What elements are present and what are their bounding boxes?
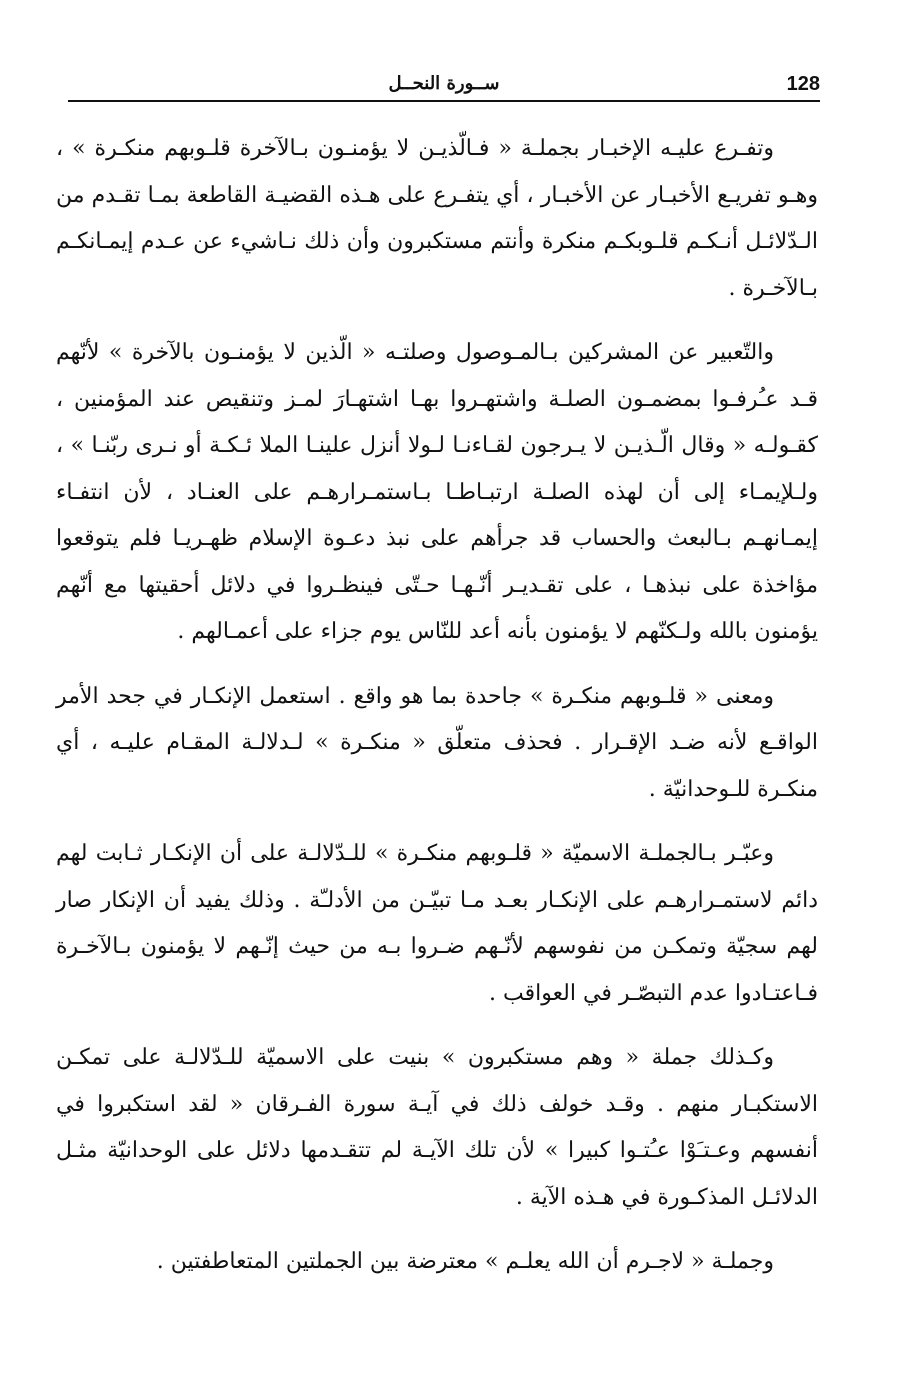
page-header <box>68 72 820 102</box>
page-body <box>56 126 818 1286</box>
running-title: ســورة النحــل <box>388 73 500 94</box>
paragraph-1: وتفـرع عليـه الإخبـار بجملـة « فـالّذيـن لا يؤمنـون بـالآخرة قلـوبهم منكـرة » ، وهـو تفريـع الأخبـار عن الأخبـار ، أي يتفـرع على هـذه القضيـة القاطعة بمـا تقـدم من الـدّلائـل أنـكـم قلـوبكـم منكرة وأنتم مستكبرون وأن ذلك نـاشيء عن عـدم إيمـانكـم بـالآخـرة . <box>56 136 818 301</box>
paragraph-2: والتّعبير عن المشركين بـالمـوصول وصلتـه « الّذين لا يؤمنـون بالآخرة » لأنّهم قـد عـُرفـوا بمضمـون الصلـة واشتهـروا بهـا اشتهـارَ لمـز وتنقيص عند المؤمنين ، كقـولـه « وقال الّـذيـن لا يـرجون لقـاءنـا لـولا أنزل علينـا الملا ئـكـة أو نـرى ربّنـا » ، ولـلإيمـاء إلى أن لهذه الصلـة ارتبـاطـا بـاستمـرارهـم على العنـاد ، لأن انتفـاء إيمـانهـم بـالبعث والحساب قد جرأهم على نبذ دعـوة الإسلام ظهـريـا فلم يتوقعوا مؤاخذة على نبذهـا ، على تقـديـر أنّـهـا حـتّى فينظـروا في دلائل أحقيتها مع أنّهم يؤمنون بالله ولـكنّهم لا يؤمنون بأنه أعد للنّاس يوم جزاء على أعمـالهم . <box>56 340 818 644</box>
page-number: 128 <box>786 73 820 95</box>
paragraph-5: وكـذلك جملة « وهم مستكبرون » بنيت على الاسميّة للـدّلالـة على تمكـن الاستكبـار منهم . وقـد خولف ذلك في آيـة سورة الفـرقان « لقد استكبروا في أنفسهم وعـتـَوْا عـُتـوا كبيرا » لأن تلك الآيـة لم تتقـدمها دلائل على الوحدانيّة مثـل الدلائـل المذكـورة في هـذه الآية . <box>56 1045 818 1210</box>
paragraph-6: وجملـة « لاجـرم أن الله يعلـم » معترضة بين الجملتين المتعاطفتين . <box>156 1249 774 1274</box>
paragraph-4: وعبّـر بـالجملـة الاسميّة « قلـوبهم منكـرة » للـدّلالـة على أن الإنكـار ثـابت لهم دائم لاستمـرارهـم على الإنكـار بعـد مـا تبيّـن من الأدلـّة . وذلك يفيد أن الإنكار صار لهم سجيّة وتمكـن من نفوسهم لأنّـهم ضـروا بـه من حيث إنّـهم لا يؤمنون بـالآخـرة فـاعتـادوا عدم التبصّـر في العواقب . <box>56 841 818 1006</box>
paragraph-3: ومعنى « قلـوبهم منكـرة » جاحدة بما هو واقع . استعمل الإنكـار في جحد الأمر الواقـع لأنه ضـد الإقـرار . فحذف متعلّق « منكـرة » لـدلالـة المقـام عليـه ، أي منكـرة للـوحدانيّة . <box>56 683 818 802</box>
